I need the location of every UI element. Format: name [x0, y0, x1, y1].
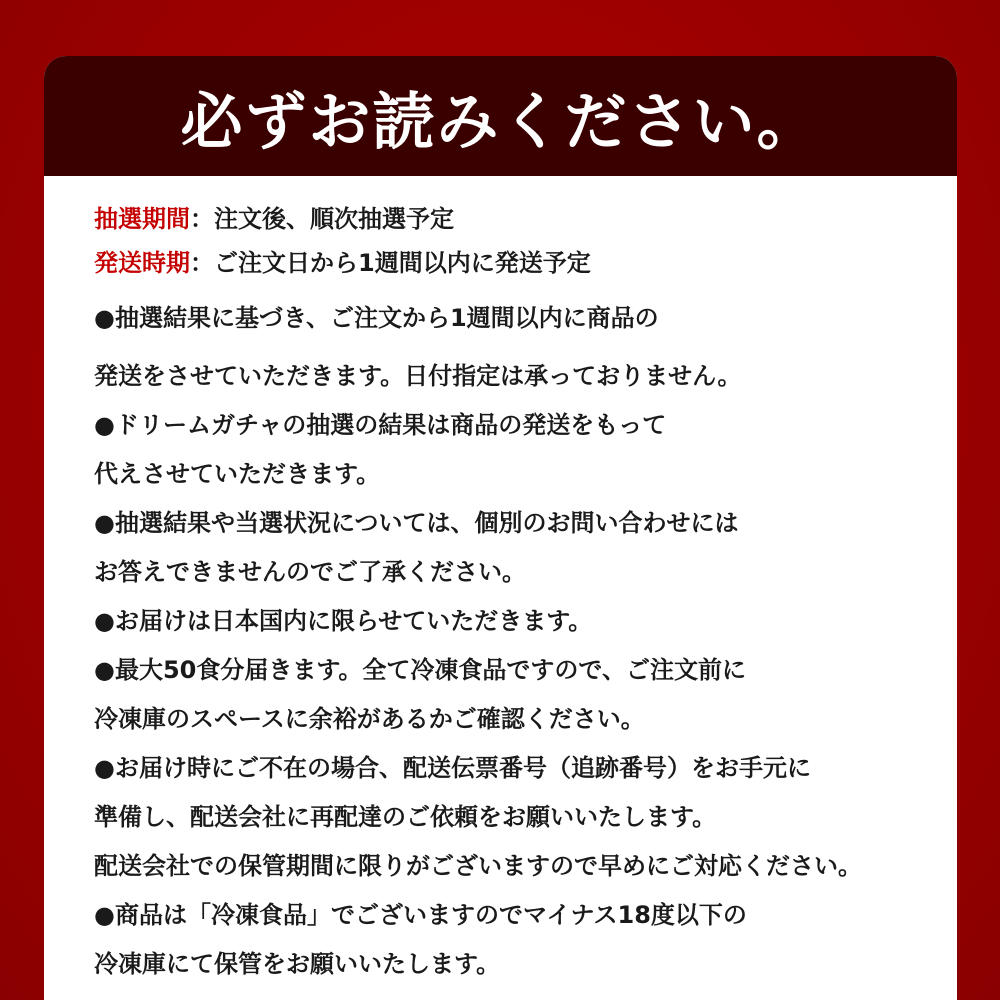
note-line: 冷凍庫にて保管をお願いいたします。 — [94, 950, 501, 978]
notice-card — [44, 56, 957, 1000]
note-line: ●お届け時にご不在の場合、配送伝票番号（追跡番号）をお手元に — [94, 754, 811, 782]
notice-body — [44, 176, 957, 989]
note-line: 発送をさせていただきます。日付指定は承っておりません。 — [94, 362, 742, 390]
lottery-period-value: 注文後、順次抽選予定 — [214, 205, 454, 233]
shipping-period-label: 発送時期 — [94, 249, 190, 277]
note-line: ●お届けは日本国内に限らせていただきます。 — [94, 607, 593, 635]
note-line: ●商品は「冷凍食品」でございますのでマイナス18度以下の — [94, 901, 747, 929]
note-line: ●ドリームガチャの抽選の結果は商品の発送をもって — [94, 411, 667, 439]
shipping-period-line — [94, 244, 957, 282]
lottery-period-separator: ： — [190, 205, 214, 233]
shipping-period-value: ご注文日から1週間以内に発送予定 — [214, 249, 591, 277]
notes-list — [94, 294, 957, 989]
note-line: お答えできませんのでご了承ください。 — [94, 558, 526, 586]
note-line: 準備し、配送会社に再配達のご依頼をお願いいたします。 — [94, 803, 717, 831]
note-line: 配送会社での保管期間に限りがございますので早めにご対応ください。 — [94, 852, 862, 880]
lottery-period-line — [94, 200, 957, 238]
lottery-period-label: 抽選期間 — [94, 205, 190, 233]
note-line: ●抽選結果や当選状況については、個別のお問い合わせには — [94, 509, 739, 537]
note-line: 代えさせていただきます。 — [94, 460, 381, 488]
shipping-period-separator: ： — [190, 249, 214, 277]
notice-header — [44, 56, 957, 176]
note-line: ●最大50食分届きます。全て冷凍食品ですので、ご注文前に — [94, 656, 746, 684]
note-line: 冷凍庫のスペースに余裕があるかご確認ください。 — [94, 705, 645, 733]
note-line: ●抽選結果に基づき、ご注文から1週間以内に商品の — [94, 304, 659, 332]
notice-title: 必ずお読みください。 — [180, 84, 821, 158]
